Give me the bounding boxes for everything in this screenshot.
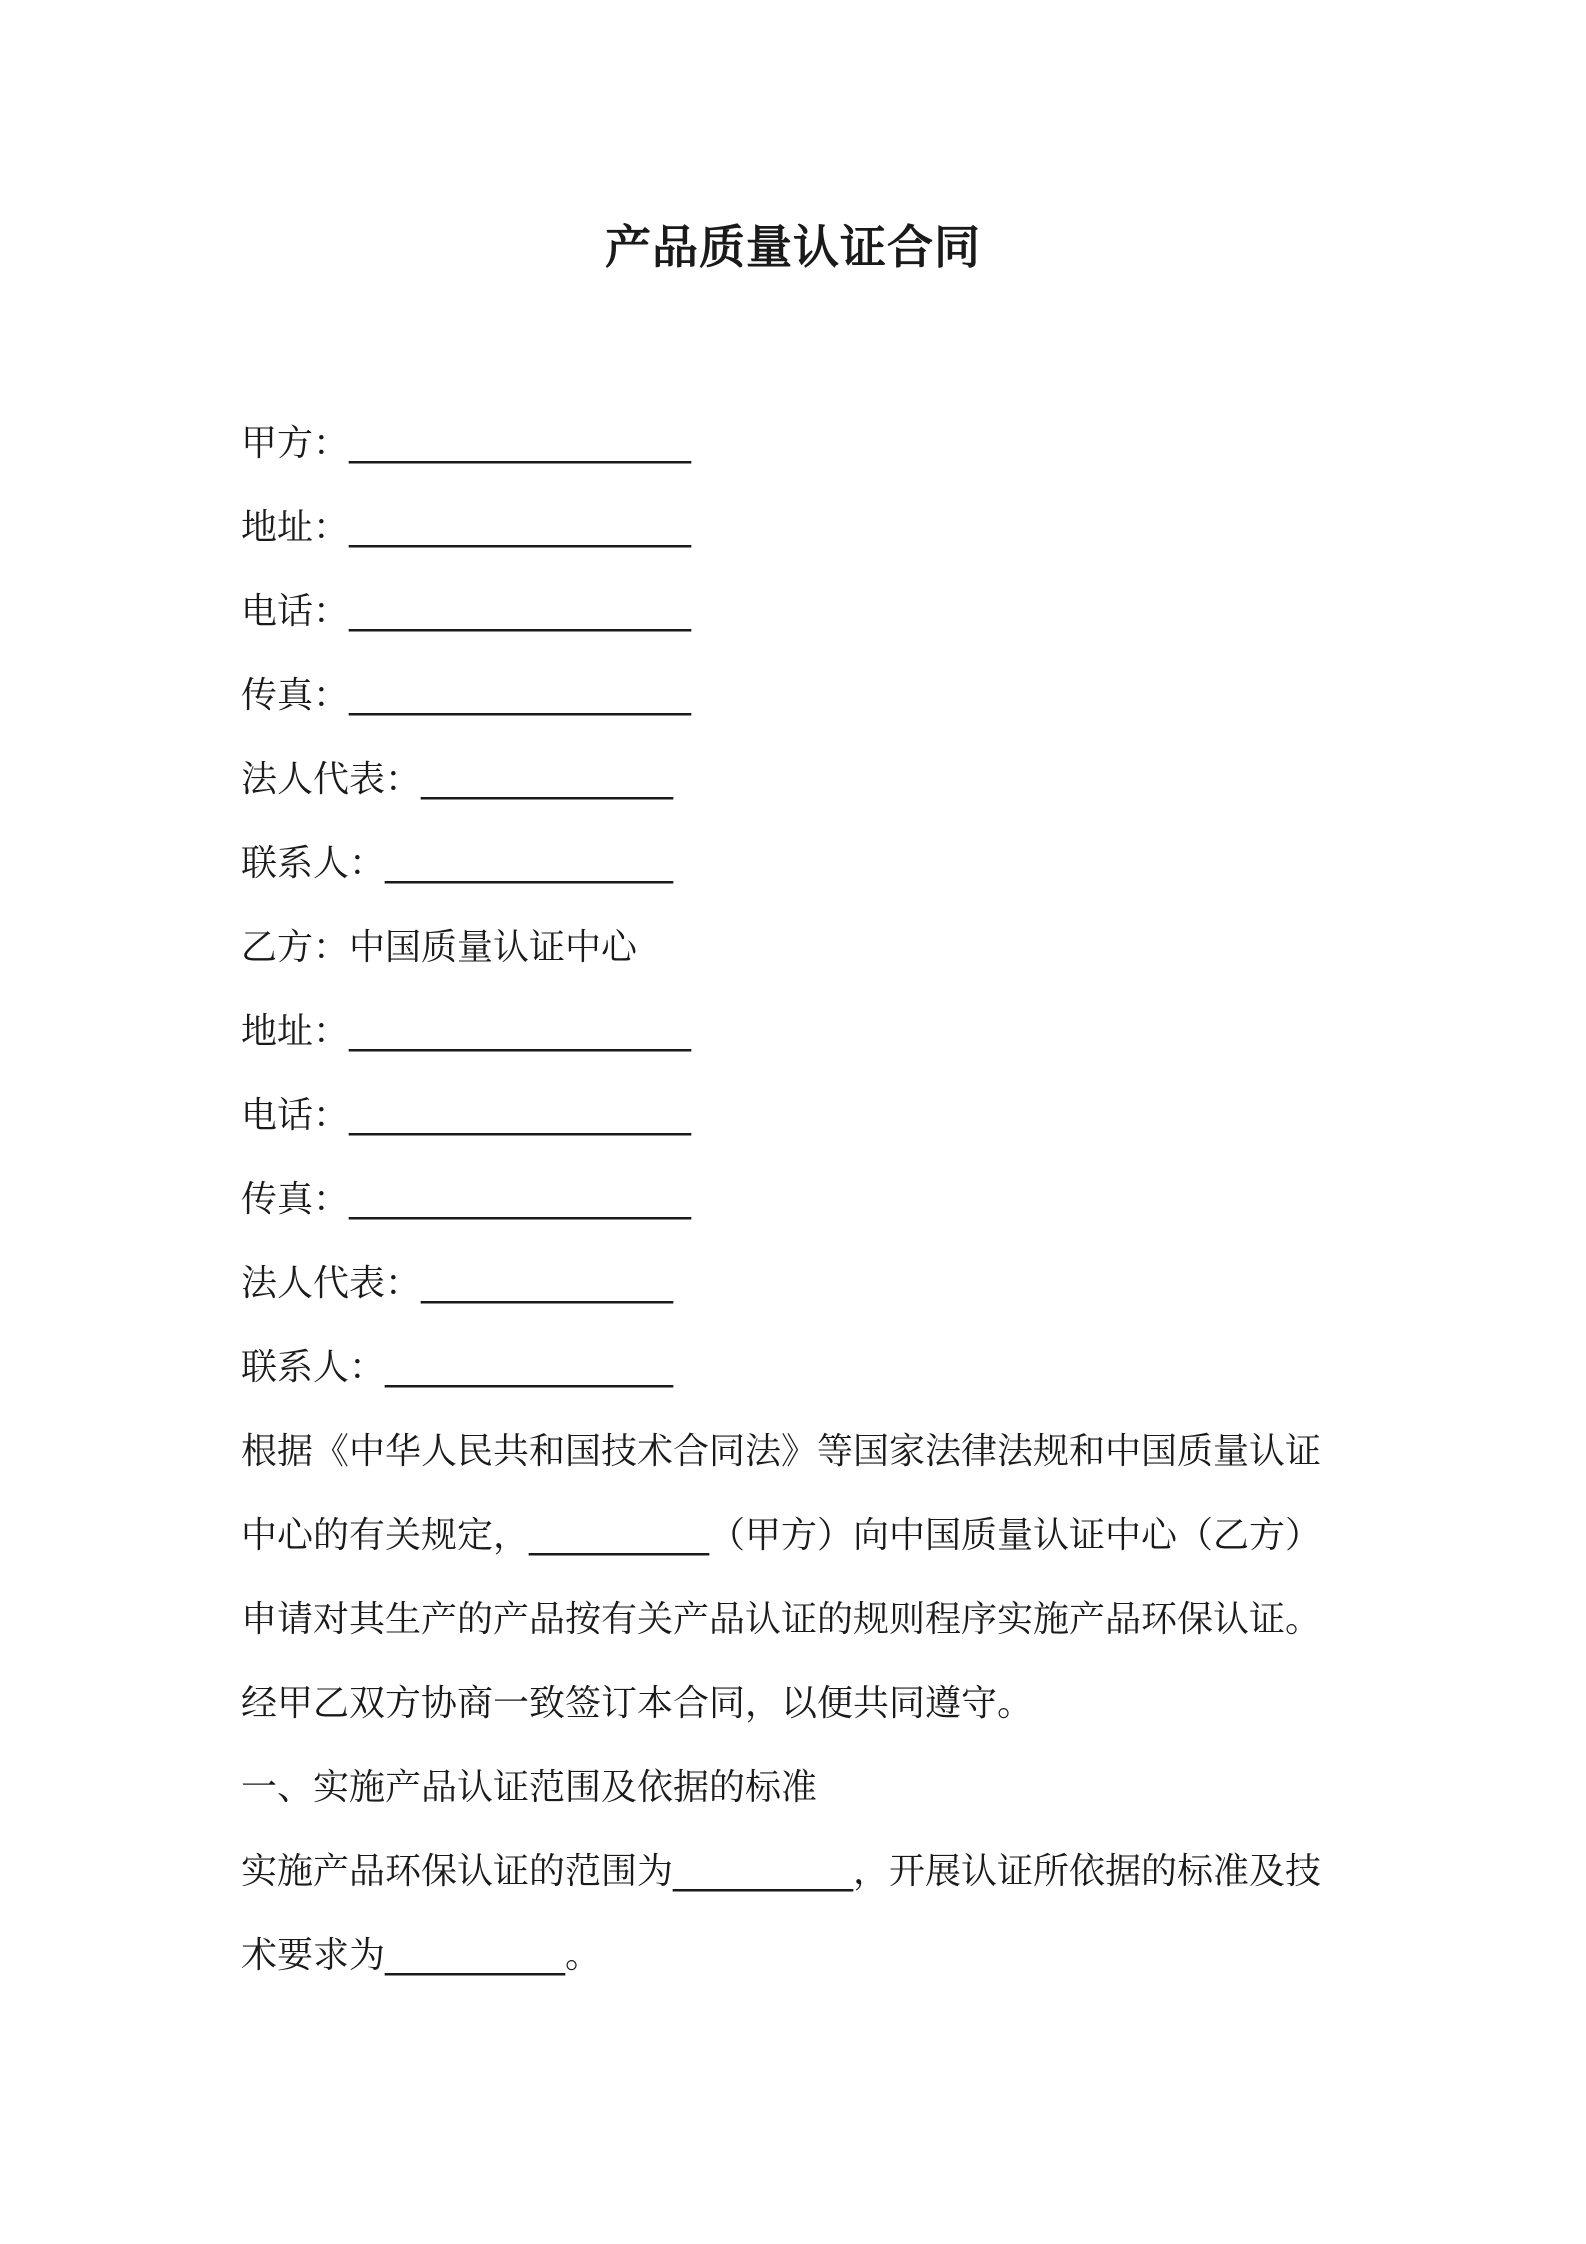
preamble-line: 根据《中华人民共和国技术合同法》等国家法律法规和中国质量认证: [241, 1431, 1322, 1472]
party-b-address-line: [241, 990, 1361, 1074]
party-b-legal-rep-blank: ______________: [421, 1263, 674, 1304]
preamble-line: 中心的有关规定，__________（甲方）向中国质量认证中心（乙方）: [241, 1515, 1322, 1556]
party-a-fax-line: [241, 654, 1361, 738]
section-1-body-line: 实施产品环保认证的范围为__________，开展认证所依据的标准及技: [241, 1851, 1322, 1892]
party-a-fax-blank: ___________________: [349, 675, 692, 716]
party-b-name-label: 乙方：: [241, 927, 350, 968]
party-b-legal-rep-label: 法人代表：: [241, 1263, 422, 1304]
party-a-name-line: [241, 402, 1361, 486]
preamble-line: 申请对其生产的产品按有关产品认证的规则程序实施产品环保认证。: [241, 1599, 1322, 1640]
party-a-fax-label: 传真：: [241, 675, 350, 716]
party-b-phone-blank: ___________________: [349, 1095, 692, 1136]
party-a-phone-label: 电话：: [241, 591, 350, 632]
party-a-name-blank: ___________________: [349, 423, 692, 464]
party-a-contact-label: 联系人：: [241, 843, 386, 884]
section-1-body-line: 术要求为__________。: [241, 1935, 602, 1976]
party-b-address-label: 地址：: [241, 1011, 350, 1052]
party-b-address-blank: ___________________: [349, 1011, 692, 1052]
party-b-legal-rep-line: [241, 1242, 1361, 1326]
party-a-legal-rep-blank: ______________: [421, 759, 674, 800]
party-b-phone-label: 电话：: [241, 1095, 350, 1136]
party-b-name-line: [241, 906, 1361, 990]
party-a-address-blank: ___________________: [349, 507, 692, 548]
party-a-address-label: 地址：: [241, 507, 350, 548]
party-a-phone-line: [241, 570, 1361, 654]
party-b-fax-label: 传真：: [241, 1179, 350, 1220]
party-a-legal-rep-line: [241, 738, 1361, 822]
party-b-name-value: 中国质量认证中心: [349, 927, 638, 968]
party-a-contact-blank: ________________: [385, 843, 674, 884]
party-b-contact-line: [241, 1326, 1361, 1410]
party-a-address-line: [241, 486, 1361, 570]
contract-body: [241, 402, 1361, 1998]
section-1-heading: 一、实施产品认证范围及依据的标准: [241, 1767, 818, 1808]
party-b-phone-line: [241, 1074, 1361, 1158]
party-a-legal-rep-label: 法人代表：: [241, 759, 422, 800]
party-b-contact-label: 联系人：: [241, 1347, 386, 1388]
party-b-fax-line: [241, 1158, 1361, 1242]
party-a-phone-blank: ___________________: [349, 591, 692, 632]
party-a-contact-line: [241, 822, 1361, 906]
party-b-fax-blank: ___________________: [349, 1179, 692, 1220]
document-title: 产品质量认证合同: [605, 220, 981, 274]
preamble-line: 经甲乙双方协商一致签订本合同，以便共同遵守。: [241, 1683, 1034, 1724]
party-a-name-label: 甲方：: [241, 423, 350, 464]
party-b-contact-blank: ________________: [385, 1347, 674, 1388]
